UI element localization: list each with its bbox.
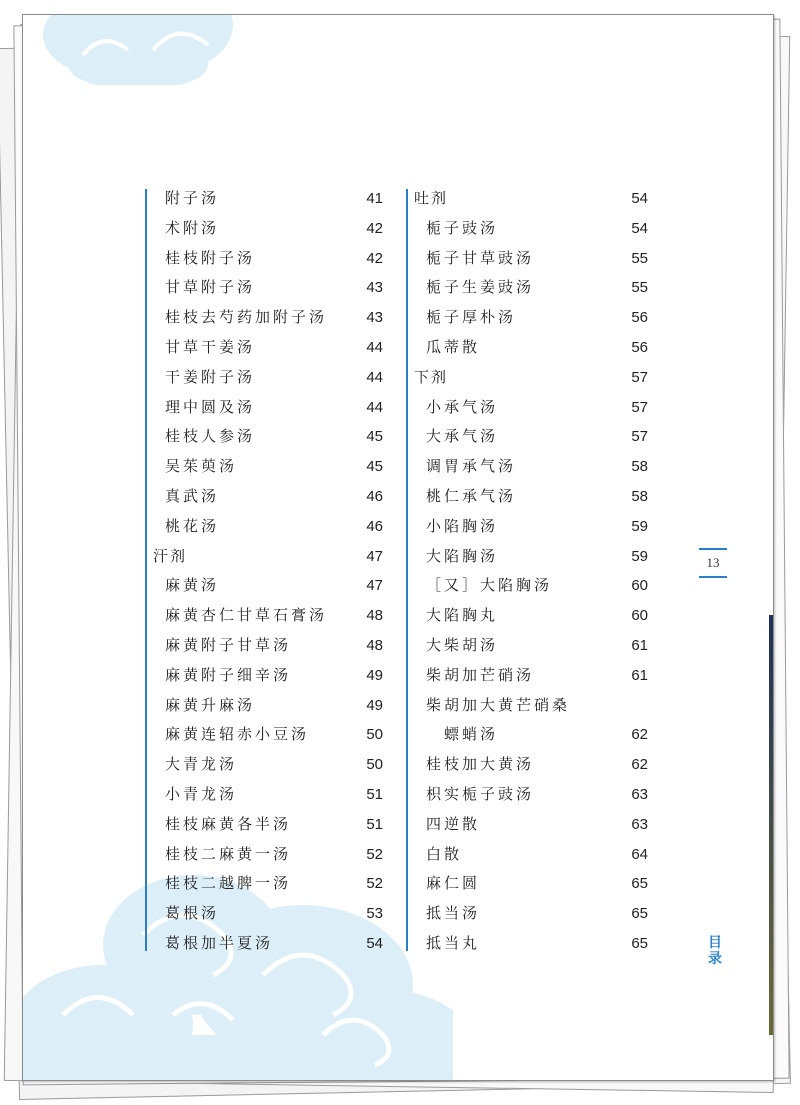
toc-entry-title: 白散 [426,844,463,863]
toc-entry-page: 41 [366,190,383,207]
toc-entry-page: 57 [631,398,648,416]
toc-entry-page: 51 [366,815,383,833]
toc-entry [408,542,648,572]
toc-entry-page: 47 [366,577,383,595]
toc-entry-title: 真武汤 [165,486,220,505]
toc-entry [147,273,383,303]
page-number: 13 [699,548,727,578]
toc-entry-page: 65 [631,875,648,893]
toc-entry [147,303,383,333]
toc-entry-page: 55 [631,279,648,297]
toc-entry [408,393,648,423]
toc-entry-title: 调胃承气汤 [426,457,517,476]
toc-entry [147,184,383,214]
toc-entry-title: 术附汤 [165,218,220,237]
toc-entry-page: 58 [631,487,648,505]
toc-entry-page: 53 [366,905,383,923]
toc-entry-page: 65 [631,905,648,923]
toc-entry [147,929,383,959]
toc-section-heading [408,184,648,214]
section-label: 目录 [708,935,722,967]
toc-entry-title: 柴胡加芒硝汤 [426,665,535,684]
toc-entry [147,810,383,840]
toc-entry [147,214,383,244]
toc-entry [408,661,648,691]
toc-entry-page: 61 [631,636,648,654]
toc-entry-title: 麻黄汤 [165,576,220,595]
toc-entry-title: 栀子豉汤 [426,218,499,237]
toc-entry-page: 44 [366,338,383,356]
toc-entry-page: 45 [366,458,383,476]
toc-entry-title: 抵当汤 [426,904,481,923]
toc-entry-page: 52 [366,875,383,893]
toc-entry [408,810,648,840]
toc-entry-page: 48 [366,636,383,654]
toc-entry-title: 桂枝加大黄汤 [426,755,535,774]
toc-entry [147,422,383,452]
toc-entry [408,244,648,274]
toc-entry-title: 小陷胸汤 [426,516,499,535]
toc-entry-page: 47 [366,547,383,565]
toc-entry-page: 62 [631,756,648,774]
toc-entry-title: 干姜附子汤 [165,367,256,386]
toc-entry [408,303,648,333]
toc-entry-page: 56 [631,309,648,327]
toc-entry-page: 49 [366,666,383,684]
toc-entry-title: 瓜蒂散 [426,337,481,356]
page-edge-strip [769,615,774,1035]
toc-entry [147,571,383,601]
toc-entry-title: 抵当丸 [426,933,481,952]
toc-entry-page: 44 [366,398,383,416]
toc-entry [147,363,383,393]
toc-entry-page: 62 [631,726,648,744]
toc-entry-page: 48 [366,607,383,625]
toc-entry-title: 柴胡加大黄芒硝桑 [426,695,571,714]
toc-entry [408,720,648,750]
toc-entry [408,691,648,721]
toc-entry-page: 58 [631,458,648,476]
toc-entry-title: 麻黄附子甘草汤 [165,635,292,654]
toc-entry-page: 60 [631,607,648,625]
toc-entry [408,929,648,959]
toc-entry-title: 桂枝附子汤 [165,248,256,267]
toc-entry [408,214,648,244]
toc-entry-page: 46 [366,487,383,505]
toc-entry-title: 大柴胡汤 [426,635,499,654]
toc-entry [408,631,648,661]
toc-entry-title: 小青龙汤 [165,784,238,803]
toc-entry [408,452,648,482]
toc-entry-page: 46 [366,517,383,535]
toc-entry-title: 吐剂 [414,189,449,207]
toc-entry-page: 43 [366,309,383,327]
toc-entry [408,750,648,780]
toc-entry [408,512,648,542]
toc-entry [147,393,383,423]
toc-column-right [408,184,648,959]
toc-column-left [147,184,383,959]
toc-entry [147,333,383,363]
toc-entry-page: 63 [631,815,648,833]
toc-entry-title: 栀子厚朴汤 [426,308,517,327]
toc-entry-title: 桂枝去芍药加附子汤 [165,308,328,327]
toc-entry-page: 60 [631,577,648,595]
toc-entry-page: 49 [366,696,383,714]
toc-entry [147,720,383,750]
toc-entry-page: 54 [631,190,648,207]
toc-entry-page: 59 [631,547,648,565]
toc-entry-page: 45 [366,428,383,446]
toc-entry [147,601,383,631]
toc-entry-title: 桂枝人参汤 [165,427,256,446]
book-page [22,14,774,1081]
toc-entry [147,661,383,691]
toc-entry-title: 枳实栀子豉汤 [426,784,535,803]
toc-entry-title: ［又］大陷胸汤 [426,576,553,595]
toc-entry [147,452,383,482]
toc-entry-title: 麻黄杏仁甘草石膏汤 [165,606,328,625]
toc-entry [147,631,383,661]
toc-entry-page: 42 [366,249,383,267]
toc-entry [408,273,648,303]
toc-entry-page: 63 [631,785,648,803]
toc-entry [147,869,383,899]
toc-entry-title: 大陷胸丸 [426,606,499,625]
toc-entry-title: 理中圆及汤 [165,397,256,416]
toc-entry-title: 四逆散 [426,814,481,833]
toc-entry-page: 65 [631,934,648,952]
toc-entry-page: 54 [366,934,383,952]
toc-entry [147,512,383,542]
toc-entry [408,601,648,631]
toc-entry-title: 甘草干姜汤 [165,337,256,356]
toc-entry-page: 51 [366,785,383,803]
toc-entry-title: 附子汤 [165,189,220,207]
toc-entry-title: 甘草附子汤 [165,278,256,297]
toc-entry [408,869,648,899]
toc-entry [408,482,648,512]
toc-entry-page: 61 [631,666,648,684]
toc-entry-title: 麻黄升麻汤 [165,695,256,714]
toc-entry [147,691,383,721]
toc-entry-title: 栀子甘草豉汤 [426,248,535,267]
toc-entry-title: 吴茱萸汤 [165,457,238,476]
toc-entry-page: 43 [366,279,383,297]
toc-entry [147,899,383,929]
toc-entry-title: 桂枝二麻黄一汤 [165,844,292,863]
toc-entry [147,750,383,780]
toc-entry [147,780,383,810]
toc-entry-title: 桃花汤 [165,516,220,535]
toc-entry-page: 42 [366,219,383,237]
toc-entry-title: 螵蛸汤 [444,725,499,744]
toc-entry-page: 64 [631,845,648,863]
toc-entry-title: 桂枝二越脾一汤 [165,874,292,893]
toc-entry-page: 59 [631,517,648,535]
toc-entry-title: 大承气汤 [426,427,499,446]
toc-entry [408,571,648,601]
toc-entry-title: 汗剂 [153,546,188,565]
toc-entry [408,422,648,452]
toc-entry-page: 56 [631,338,648,356]
toc-entry-page: 50 [366,756,383,774]
toc-entry-title: 桃仁承气汤 [426,486,517,505]
toc-entry [147,244,383,274]
toc-section-heading [147,542,383,572]
toc-entry-title: 麻黄连轺赤小豆汤 [165,725,310,744]
toc-entry-page: 50 [366,726,383,744]
toc-entry-page: 57 [631,368,648,386]
toc-entry [147,482,383,512]
toc-entry-page: 54 [631,219,648,237]
toc-entry-title: 栀子生姜豉汤 [426,278,535,297]
toc-entry-title: 桂枝麻黄各半汤 [165,814,292,833]
toc-entry-page: 52 [366,845,383,863]
toc-entry-title: 麻黄附子细辛汤 [165,665,292,684]
toc-entry-title: 葛根汤 [165,904,220,923]
toc-entry-title: 麻仁圆 [426,874,481,893]
toc-entry [408,840,648,870]
toc-entry-page: 55 [631,249,648,267]
toc-entry-title: 下剂 [414,367,449,386]
toc-entry-page: 44 [366,368,383,386]
toc-entry-title: 大陷胸汤 [426,546,499,565]
toc-entry-title: 小承气汤 [426,397,499,416]
cloud-ornament-top [43,14,243,85]
toc-entry-title: 葛根加半夏汤 [165,933,274,952]
toc-entry [408,899,648,929]
toc-entry [147,840,383,870]
toc-section-heading [408,363,648,393]
toc-entry [408,333,648,363]
toc-entry-title: 大青龙汤 [165,755,238,774]
toc-entry [408,780,648,810]
toc-entry-page: 57 [631,428,648,446]
